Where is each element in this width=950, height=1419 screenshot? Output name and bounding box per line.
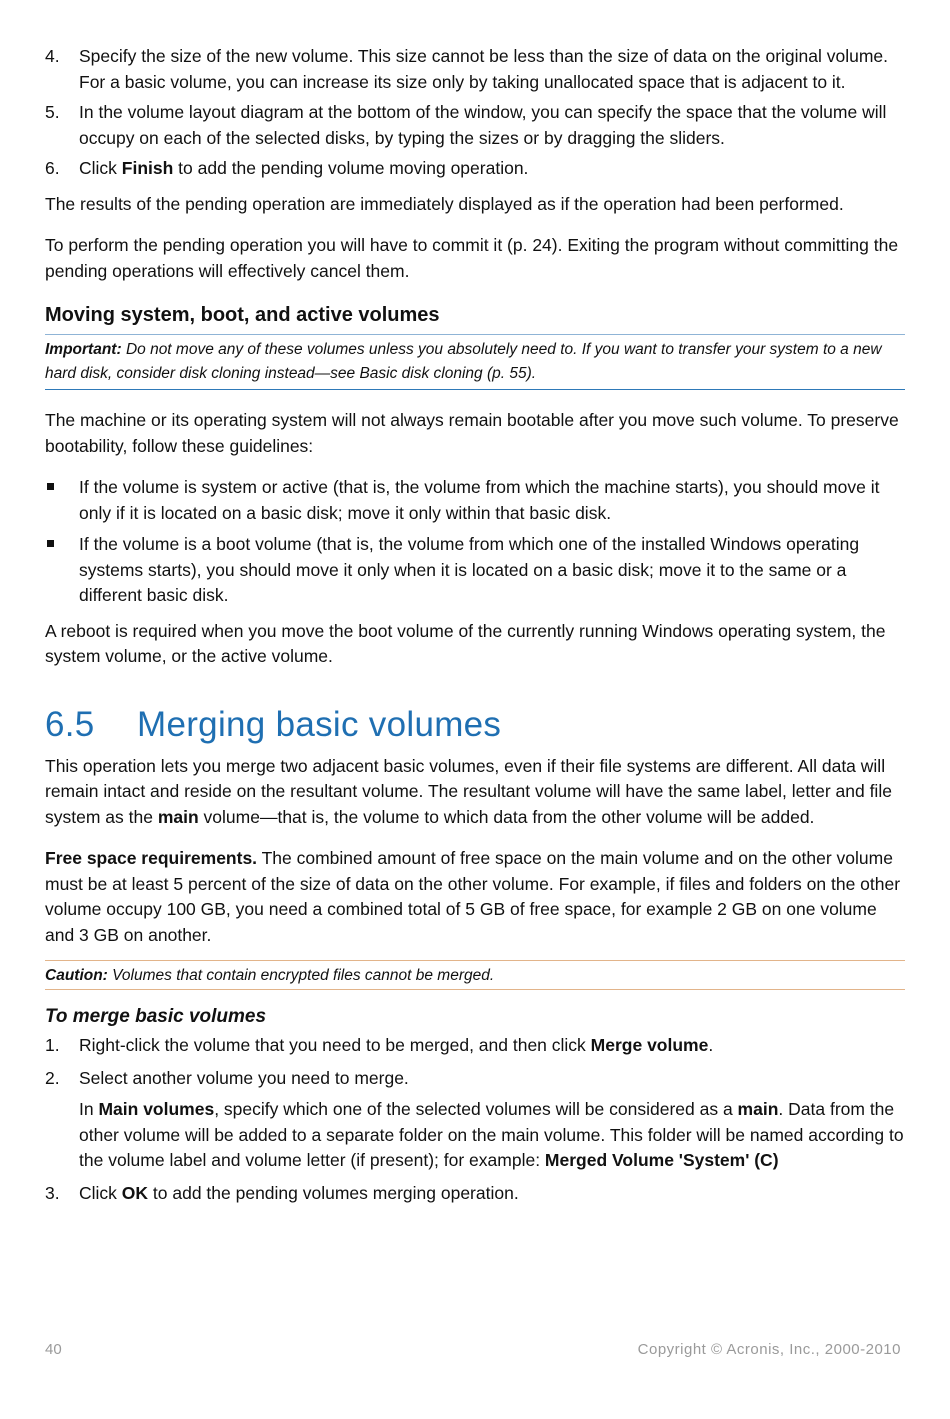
step-number: 1. (45, 1035, 60, 1055)
step-2-detail (79, 1097, 905, 1174)
text: The combined amount of free space on the main volume and on the other volume must be at least 5 percent of the size of data on the other volume. For example, if files and folders on the other volume occupy 100 GB, you need a combined total of 5 GB of free space, for example 2 GB on one volume and 3 GB on another. (45, 848, 901, 945)
text: Click (79, 1182, 122, 1203)
ok-keyword: OK (121, 1182, 149, 1203)
list-item-6 (45, 156, 905, 182)
text: Select another volume you need to merge. (79, 1067, 409, 1088)
merge-volume-keyword: Merge volume (590, 1035, 709, 1055)
page-footer (45, 1341, 901, 1358)
bullet-text: If the volume is system or active (that is, the volume from which the machine starts), you should move it only if it is located on a basic disk; move it only within that basic disk. (79, 477, 880, 523)
list-number: 4. (45, 46, 60, 66)
reboot-paragraph: A reboot is required when you move the boot volume of the currently running Windows operating system, the system volume, or the active volume. (45, 620, 886, 666)
section-number: 6.5 (45, 704, 95, 744)
list-text: Click (79, 158, 122, 178)
text: . Data from the other volume will be added to a separate folder on the main volume. This folder will be named according to the volume label and volume letter (if present); for example: (79, 1099, 904, 1170)
main-keyword: main (737, 1099, 779, 1119)
list-number: 5. (45, 102, 60, 122)
square-bullet-icon (47, 540, 54, 547)
results-paragraph: The results of the pending operation are immediately displayed as if the operation had been performed. (45, 193, 844, 214)
step-1 (45, 1033, 905, 1059)
text: to add the pending volumes merging operation. (148, 1182, 519, 1203)
bullet-item (45, 532, 905, 609)
important-label: Important: (45, 341, 122, 358)
text: volume—that is, the volume to which data from the other volume will be added. (198, 806, 815, 827)
list-text: Specify the size of the new volume. This size cannot be less than the size of data on the original volume. For a basic volume, you can increase its size only by taking unallocated space that is adjacent to it. (79, 46, 889, 92)
text: , specify which one of the selected volumes will be considered as a (214, 1099, 738, 1119)
text: . (708, 1035, 714, 1055)
caution-note (45, 960, 905, 990)
commit-paragraph: To perform the pending operation you will have to commit it (p. 24). Exiting the program without committing the pending operations will effectively cancel them. (45, 235, 899, 281)
finish-keyword: Finish (121, 158, 174, 178)
main-keyword: main (157, 806, 199, 827)
merged-volume-example: Merged Volume 'System' (C) (544, 1150, 779, 1170)
section-heading (45, 704, 905, 746)
bootability-intro: The machine or its operating system will not always remain bootable after you move such volume. To preserve bootability, follow these guidelines: (45, 410, 899, 456)
caution-text: Volumes that contain encrypted files cannot be merged. (107, 967, 495, 984)
caution-label: Caution: (45, 967, 108, 984)
text: This operation lets you merge two adjacent basic volumes, even if their file systems are different. All data will remain intact and reside on the resultant volume. The resultant volume will have the same label, letter and file system as the (45, 755, 892, 827)
section-title: Merging basic volumes (137, 704, 502, 744)
free-space-paragraph (45, 846, 905, 948)
free-space-label: Free space requirements. (45, 848, 258, 868)
bullet-text: If the volume is a boot volume (that is, the volume from which one of the installed Windows operating systems starts), you should move it only when it is located on a basic disk; move it to the same or a different basic disk. (79, 534, 860, 605)
important-note (45, 334, 905, 390)
step-number: 2. (45, 1067, 60, 1088)
page-number: 40 (45, 1341, 62, 1358)
list-item-4 (45, 44, 905, 95)
list-text: In the volume layout diagram at the bottom of the window, you can specify the space that the volume will occupy on each of the selected disks, by typing the sizes or by dragging the sliders. (79, 102, 887, 148)
step-2 (45, 1066, 905, 1174)
merge-intro (45, 754, 905, 831)
list-number: 6. (45, 158, 60, 178)
copyright-text: Copyright © Acronis, Inc., 2000-2010 (637, 1341, 901, 1358)
moving-heading: Moving system, boot, and active volumes (45, 304, 440, 326)
list-text: to add the pending volume moving operation. (173, 158, 529, 178)
procedure-heading: To merge basic volumes (45, 1006, 267, 1027)
document-page (45, 44, 905, 1211)
bullet-item (45, 475, 905, 526)
step-3 (45, 1181, 905, 1207)
text: In (79, 1099, 99, 1119)
important-text: Do not move any of these volumes unless you absolutely need to. If you want to transfer your system to a new hard disk, consider disk cloning instead—see Basic disk cloning (p. 55). (45, 341, 882, 382)
square-bullet-icon (47, 483, 54, 490)
step-number: 3. (45, 1182, 60, 1203)
text: Right-click the volume that you need to be merged, and then click (79, 1035, 591, 1055)
main-volumes-keyword: Main volumes (98, 1099, 215, 1119)
list-item-5 (45, 100, 905, 151)
